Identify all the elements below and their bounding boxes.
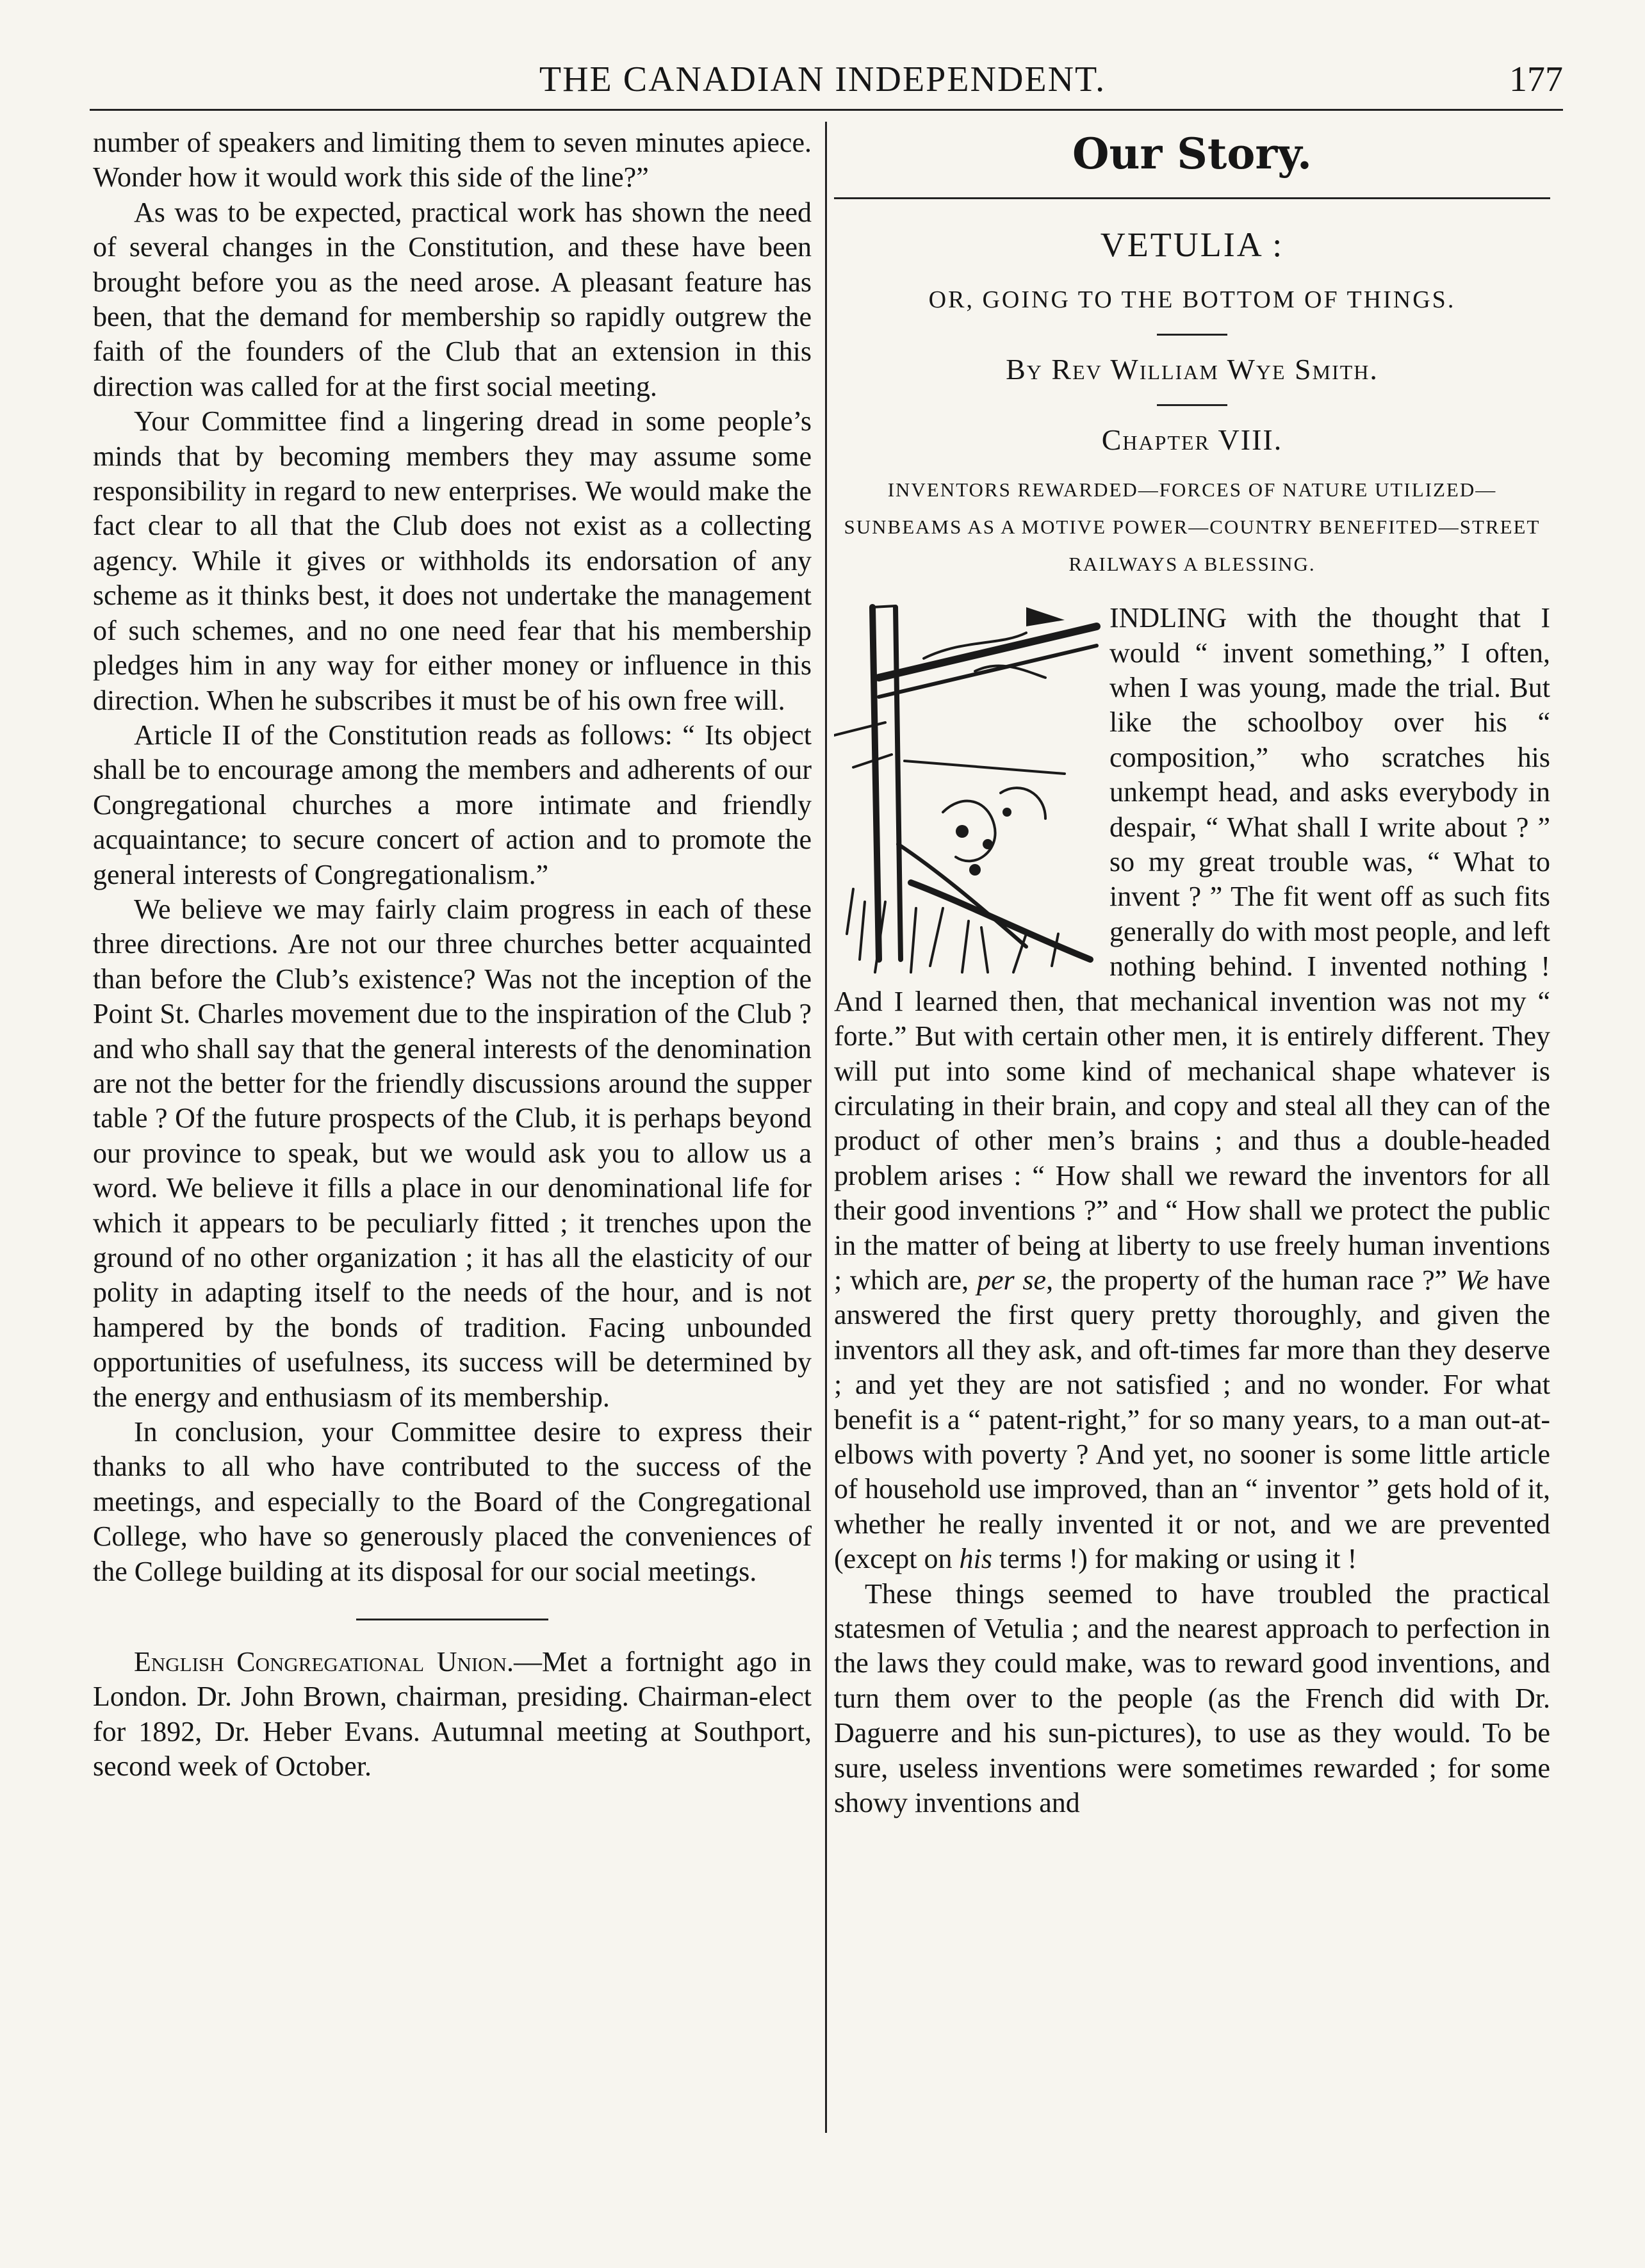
section-title: Our Story.: [1072, 129, 1312, 179]
paragraph: number of speakers and limiting them to seven minutes apiece. Wonder how it would work this side of the line?”: [93, 127, 812, 193]
italic-per-se: per se: [976, 1264, 1047, 1296]
paragraph: As was to be expected, practical work has shown the need of several changes in the Constitution, and these have been brought before you as the need arose. A pleasant feature has been, that the demand for membership so rapidly outgrew the faith of the founders of the Club that an extension in this direction was called for at the first social meeting.: [93, 196, 812, 402]
journal-title: THE CANADIAN INDEPENDENT.: [539, 60, 1106, 99]
byline: By Rev William Wye Smith.: [1006, 353, 1379, 386]
divider: [1157, 334, 1227, 336]
story-text: , the property of the human race ?”: [1046, 1264, 1448, 1296]
column-divider: [825, 122, 827, 2133]
paragraph: We believe we may fairly claim progress in each of these three directions. Are not our three churches better acquainted than before the Club’s existence? Was not the inception of the Point St. Charles movement due to the inspiration of the Club ? and who shall say that the general interests of the denomination are not the better for the friendly discussions around the supper table ? Of the future prospects of the Club, it is perhaps beyond our province to speak, but we would ask you to allow us a word. We believe it fills a place in our denominational life for which it appears to be peculiarly fitted ; it trenches upon the ground of no other organization ; it has all the elasticity of our polity in adapting itself to the needs of the hour, and is not hampered by the bonds of tradition. Facing unbounded opportunities of usefulness, its success will be determined by the energy and enthusiasm of its membership.: [93, 893, 812, 1413]
page-number: 177: [1509, 60, 1563, 99]
right-column: [834, 126, 1550, 1820]
paragraph: Article II of the Constitution reads as follows: “ Its object shall be to encourage among the members and adherents of our Congregational churches a more intimate and friendly acquaintance; to secure concert of action and to promote the general interests of Congregationalism.”: [93, 719, 812, 890]
chapter-heading: Chapter VIII.: [1101, 423, 1283, 456]
story-paragraph: These things seemed to have troubled the practical statesmen of Vetulia ; and the nearest approach to perfection in the laws they could make, was to reward good inventions, and turn them over to the people (as the French did with Dr. Daguerre and his sun-pictures), to use as they would. To be sure, useless inventions were sometimes rewarded ; for some showy inventions and: [834, 1578, 1550, 1819]
header-rule: [90, 109, 1563, 111]
running-head: [0, 56, 1645, 108]
story-subtitle: OR, GOING TO THE BOTTOM OF THINGS.: [928, 286, 1456, 313]
notice-heading: English Congregational Union.: [134, 1646, 514, 1678]
paragraph: Your Committee find a lingering dread in some people’s minds that by becoming members they may assume some responsibility in regard to new enterprises. We would make the fact clear to all that the Club does not exist as a collecting agency. While it gives or withholds its endorsation of any scheme as it thinks best, it does not undertake the management of such schemes, and no one need fear that his membership pledges him in any way for either money or influence in this direction. When he subscribes it must be of his own free will.: [93, 405, 812, 716]
italic-we: We: [1455, 1264, 1489, 1296]
story-opening: INDLING with the thought that I would “ invent something,” I often, when I was young, made the trial. But like the schoolboy over his “ composition,” who scratches his unkempt head, and asks everybody in despair, “ What shall I write about ? ” so my great trouble was, “ What to invent ? ” The fit went off as such fits generally do with most people, and left nothing behind. I invented nothing ! And I learned then, that mechanical invention was not my “ forte.” But with certain other men, it is entirely different. They will put into some kind of mechanical shape whatever is circulating in their brain, and copy and steal all they can of the product of other men’s brains ; and thus a double-headed problem arises : “ How shall we reward the inventors for all their good inventions ?” and “ How shall we protect the public in the matter of being at liberty to use freely human inventions ; which are,: [834, 602, 1550, 1296]
story-text: have answered the first query pretty thoroughly, and given the inventors all they ask, and oft-times far more than they deserve ; and yet they are not satisfied ; and no wonder. For what benefit is a “ patent-right,” for so many years, to a man out-at-elbows with poverty ? And yet, no sooner is some little article of household use improved, than an “ inventor ” gets hold of it, whether he really invented it or not, and we are prevented (except on: [834, 1264, 1551, 1575]
fence-illustration: [834, 601, 1101, 974]
paragraph: In conclusion, your Committee desire to express their thanks to all who have contributed to the success of the meetings, and especially to the Board of the Congregational College, who have so generously placed the conveniences of the College building at its disposal for our social meetings.: [93, 1416, 812, 1587]
notice-text: —Met a fortnight ago in London. Dr. John Brown, chairman, presiding. Chairman-elect for 1892, Dr. Heber Evans. Autumnal meeting at Southport, second week of October.: [93, 1646, 812, 1783]
story-text: terms !) for making or using it !: [992, 1543, 1357, 1575]
left-column: [93, 126, 812, 1784]
story-body: [834, 601, 1550, 1820]
news-notice: [93, 1645, 812, 1784]
section-rule: [834, 197, 1550, 199]
section-rule: [356, 1619, 548, 1620]
italic-his: his: [959, 1543, 992, 1575]
divider: [1157, 404, 1227, 406]
fence-drop-cap-image: [834, 601, 1101, 974]
story-title: VETULIA :: [1100, 225, 1284, 264]
chapter-synopsis: INVENTORS REWARDED—FORCES OF NATURE UTILIZED—SUNBEAMS AS A MOTIVE POWER—COUNTRY BENEFITED—STREET RAILWAYS A BLESSING.: [844, 478, 1541, 576]
